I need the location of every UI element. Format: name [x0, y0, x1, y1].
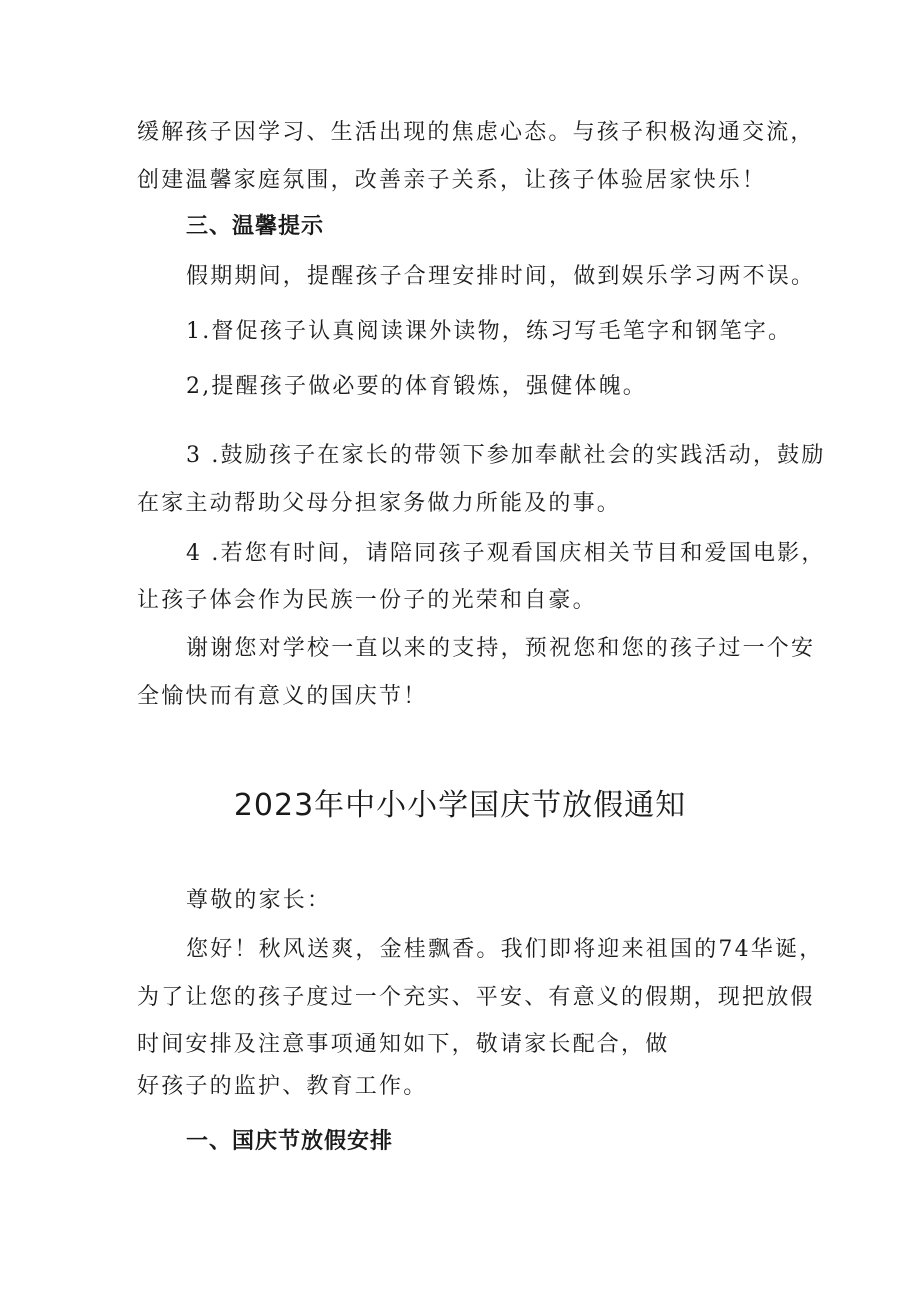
tip-item-2: 2,提醒孩子做必要的体育锻炼，强健体魄。: [186, 374, 647, 399]
tip-item-4-line: 4 .若您有时间，请陪同孩子观看国庆相关节目和爱国电影，: [186, 541, 826, 566]
tip-item-3-line: 在家主动帮助父母分担家务做力所能及的事。: [137, 491, 622, 516]
greeting-line: 好孩子的监护、教育工作。: [137, 1074, 428, 1099]
notice-title: 2023年中小小学国庆节放假通知: [233, 788, 687, 823]
greeting-line: 您好！秋风送爽，金桂飘香。我们即将迎来祖国的74华诞，: [186, 937, 824, 962]
tip-item-3-line: 3 .鼓励孩子在家长的带领下参加奉献社会的实践活动，鼓励: [186, 443, 826, 468]
tip-item-1: 1.督促孩子认真阅读课外读物，练习写毛笔字和钢笔字。: [186, 319, 793, 344]
paragraph-line: 缓解孩子因学习、生活出现的焦虑心态。与孩子积极沟通交流，: [137, 120, 815, 145]
greeting-line: 时间安排及注意事项通知如下，敬请家长配合，做: [137, 1032, 670, 1057]
section-heading-tips: 三、温馨提示: [186, 214, 325, 239]
salutation: 尊敬的家长：: [186, 888, 332, 913]
paragraph-line: 创建温馨家庭氛围，改善亲子关系，让孩子体验居家快乐！: [137, 168, 767, 193]
tips-intro: 假期期间，提醒孩子合理安排时间，做到娱乐学习两不误。: [186, 264, 816, 289]
thanks-line: 全愉快而有意义的国庆节！: [137, 684, 428, 709]
thanks-line: 谢谢您对学校一直以来的支持，预祝您和您的孩子过一个安: [186, 636, 816, 661]
section-heading-schedule: 一、国庆节放假安排: [186, 1129, 394, 1154]
greeting-line: 为了让您的孩子度过一个充实、平安、有意义的假期，现把放假: [137, 985, 815, 1010]
tip-item-4-line: 让孩子体会作为民族一份子的光荣和自豪。: [137, 588, 597, 613]
